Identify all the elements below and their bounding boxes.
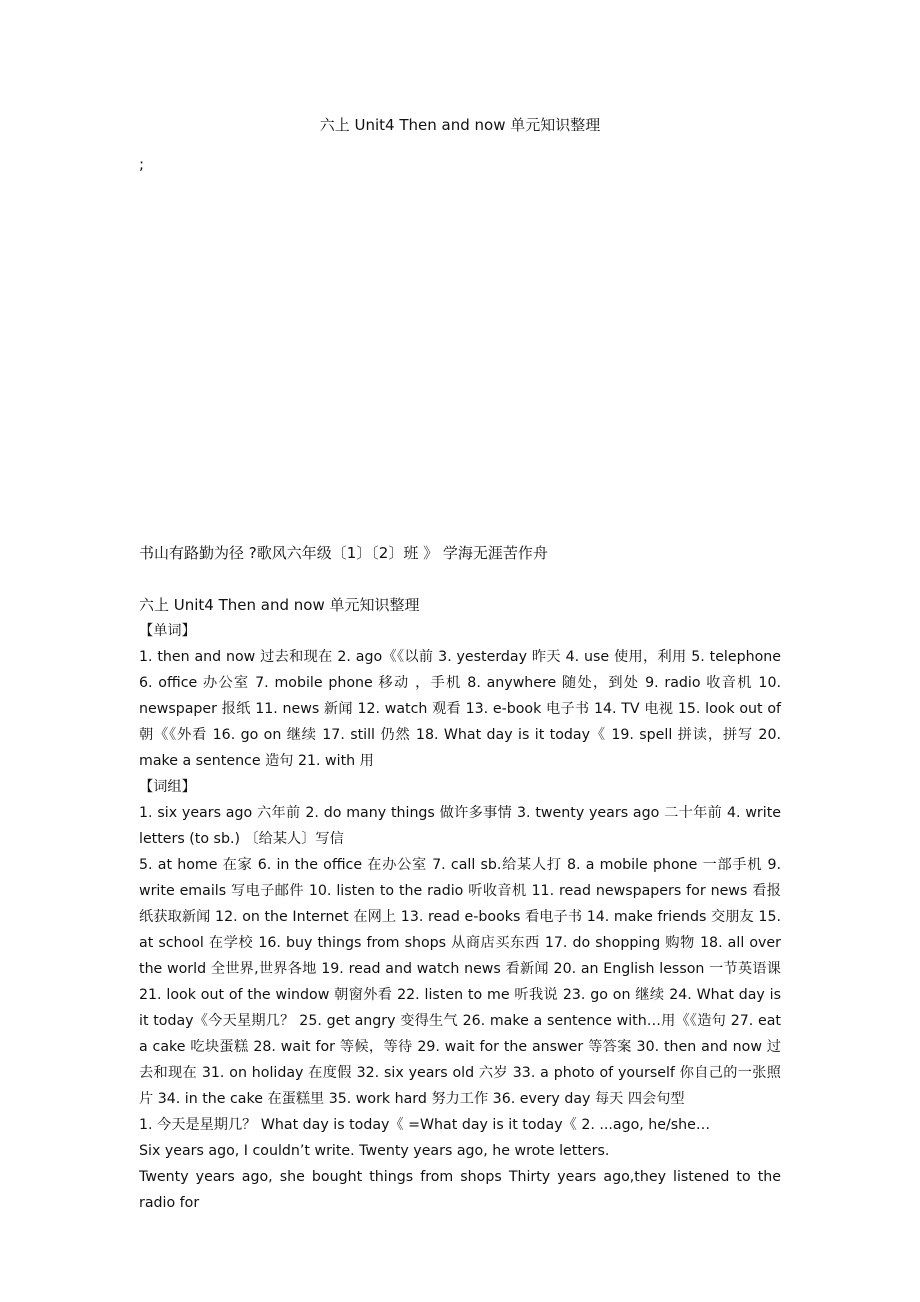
motto-line: 书山有路勤为径 ?歌风六年级〔1〕〔2〕班 》 学海无涯苦作舟 bbox=[139, 544, 548, 562]
phrases-list-part-1: 1. six years ago 六年前 2. do many things 做许多事情 3. twenty years ago 二十年前 4. write letters (to sb.) 〔给某人〕写信 bbox=[139, 805, 781, 847]
semicolon-mark: ; bbox=[139, 155, 145, 173]
sentence-example-1: Six years ago, I couldn’t write. Twenty years ago, he wrote letters. bbox=[139, 1143, 610, 1159]
phrases-list-part-2: 5. at home 在家 6. in the office 在办公室 7. call sb.给某人打 8. a mobile phone 一部手机 9. write emails 写电子邮件 10. listen to the radio 听收音机 11. read newspapers for news 看报纸获取新闻 12. on the Internet 在网上 13. read e-books 看电子书 14. make friends 交朋友 15. at school 在学校 16. buy things from shops 从商店买东西 17. do shopping 购物 18. all over the world 全世界,世界各地 19. read and watch news 看新闻 20. an English lesson 一节英语课 21. look out of the window 朝窗外看 22. listen to me 听我说 23. go on 继续 24. What day is it today《今天星期几？ 25. get angry 变得生气 26. make a sentence with…用《《造句 27. eat a cake 吃块蛋糕 28. wait for 等候，等待 29. wait for the answer 等答案 30. then and now 过去和现在 31. on holiday 在度假 32. six years old 六岁 33. a photo of yourself 你自己的一张照片 34. in the cake 在蛋糕里 35. work hard 努力工作 36. every day 每天 四会句型 bbox=[139, 857, 781, 1107]
page-title: 六上 Unit4 Then and now 单元知识整理 bbox=[319, 116, 601, 134]
section-title: 六上 Unit4 Then and now 单元知识整理 bbox=[139, 596, 420, 614]
sentence-example-2: Twenty years ago, she bought things from shops Thirty years ago,they listened to the radio for bbox=[139, 1169, 781, 1211]
words-heading: 【单词】 bbox=[139, 623, 196, 639]
words-list: 1. then and now 过去和现在 2. ago《《以前 3. yesterday 昨天 4. use 使用，利用 5. telephone 6. office 办公室 7. mobile phone 移动 ，手机 8. anywhere 随处，到处 9. radio 收音机 10. newspaper 报纸 11. news 新闻 12. watch 观看 13. e-book 电子书 14. TV 电视 15. look out of 朝《《外看 16. go on 继续 17. still 仍然 18. What day is it today《 19. spell 拼读，拼写 20. make a sentence 造句 21. with 用 bbox=[139, 649, 781, 769]
document-content bbox=[139, 592, 781, 1216]
phrases-heading: 【词组】 bbox=[139, 779, 196, 795]
sentence-pattern-1: 1. 今天是星期几？ What day is today《 =What day is it today《 2. ...ago, he/she… bbox=[139, 1117, 711, 1133]
